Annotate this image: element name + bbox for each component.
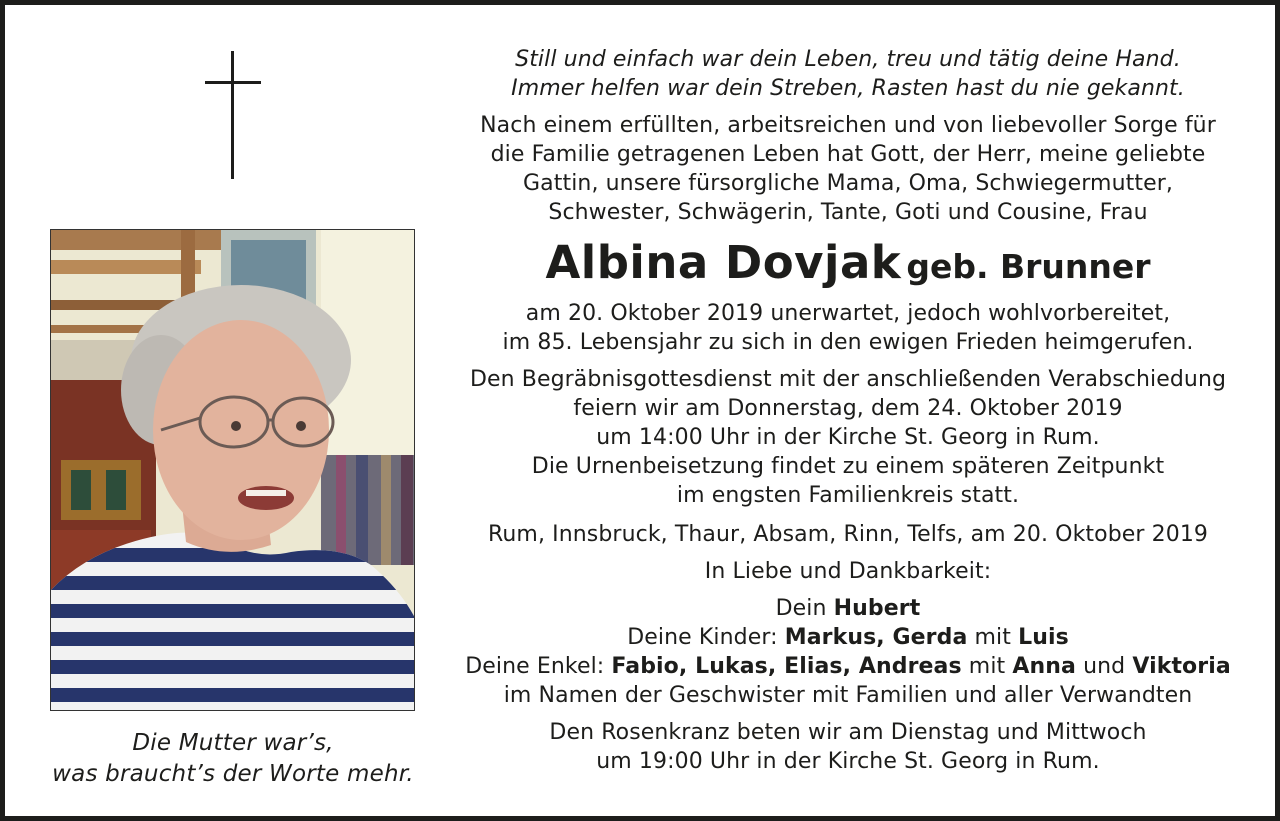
intro-text	[448, 111, 1248, 227]
grandchildren-and: und	[1083, 654, 1126, 679]
poem	[448, 45, 1248, 103]
poem-line: Still und einfach war dein Leben, treu und tätig deine Hand.	[515, 47, 1181, 72]
children-partner: Luis	[1018, 625, 1069, 650]
husband-name: Hubert	[833, 596, 921, 621]
photo-caption	[5, 728, 461, 790]
mourners-heading: In Liebe und Dankbarkeit:	[704, 559, 992, 584]
poem-line: Immer helfen war dein Streben, Rasten hast du nie gekannt.	[511, 76, 1185, 101]
children-names: Markus, Gerda	[784, 625, 968, 650]
grandchildren-with: mit	[968, 654, 1006, 679]
rosary-line: Den Rosenkranz beten wir am Dienstag und Mittwoch	[549, 720, 1147, 745]
caption-line: was braucht’s der Worte mehr.	[52, 761, 414, 787]
rosary-line: um 19:00 Uhr in der Kirche St. Georg in Rum.	[596, 749, 1100, 774]
intro-line: die Familie getragenen Leben hat Gott, der Herr, meine geliebte	[490, 142, 1206, 167]
children-with: mit	[974, 625, 1011, 650]
husband-line	[448, 594, 1248, 623]
caption-line: Die Mutter war’s,	[132, 730, 334, 756]
funeral-text	[448, 365, 1248, 510]
deceased-name: Albina Dovjak	[545, 236, 902, 289]
intro-line: Schwester, Schwägerin, Tante, Goti und Cousine, Frau	[548, 200, 1148, 225]
deceased-birth-name: geb. Brunner	[906, 247, 1151, 286]
deceased-name-line	[448, 235, 1248, 301]
funeral-line: im engsten Familienkreis statt.	[676, 483, 1020, 508]
mourners	[448, 557, 1248, 710]
death-text	[448, 299, 1248, 357]
funeral-line: Den Begräbnisgottesdienst mit der anschließenden Verabschiedung	[469, 367, 1227, 392]
place-date: Rum, Innsbruck, Thaur, Absam, Rinn, Telfs, am 20. Oktober 2019	[487, 522, 1209, 547]
death-line: am 20. Oktober 2019 unerwartet, jedoch wohlvorbereitet,	[525, 301, 1171, 326]
portrait-photo	[50, 229, 415, 711]
grandchildren-prefix: Deine Enkel:	[465, 654, 605, 679]
intro-line: Nach einem erfüllten, arbeitsreichen und von liebevoller Sorge für	[480, 113, 1216, 138]
intro-line: Gattin, unsere fürsorgliche Mama, Oma, Schwiegermutter,	[523, 171, 1173, 196]
death-line: im 85. Lebensjahr zu sich in den ewigen Frieden heimgerufen.	[502, 330, 1194, 355]
grandchildren-names: Fabio, Lukas, Elias, Andreas	[611, 654, 962, 679]
children-prefix: Deine Kinder:	[627, 625, 778, 650]
grandchildren-line	[448, 652, 1248, 681]
grandchildren-partner-1: Anna	[1012, 654, 1076, 679]
funeral-line: Die Urnenbeisetzung findet zu einem späteren Zeitpunkt	[531, 454, 1165, 479]
relatives-line: im Namen der Geschwister mit Familien und aller Verwandten	[503, 683, 1193, 708]
cross-icon	[205, 51, 261, 179]
funeral-line: feiern wir am Donnerstag, dem 24. Oktober 2019	[573, 396, 1123, 421]
funeral-line: um 14:00 Uhr in der Kirche St. Georg in Rum.	[596, 425, 1100, 450]
husband-prefix: Dein	[775, 596, 827, 621]
rosary-text	[448, 718, 1248, 776]
grandchildren-partner-2: Viktoria	[1132, 654, 1231, 679]
obituary-text	[448, 45, 1248, 776]
children-line	[448, 623, 1248, 652]
